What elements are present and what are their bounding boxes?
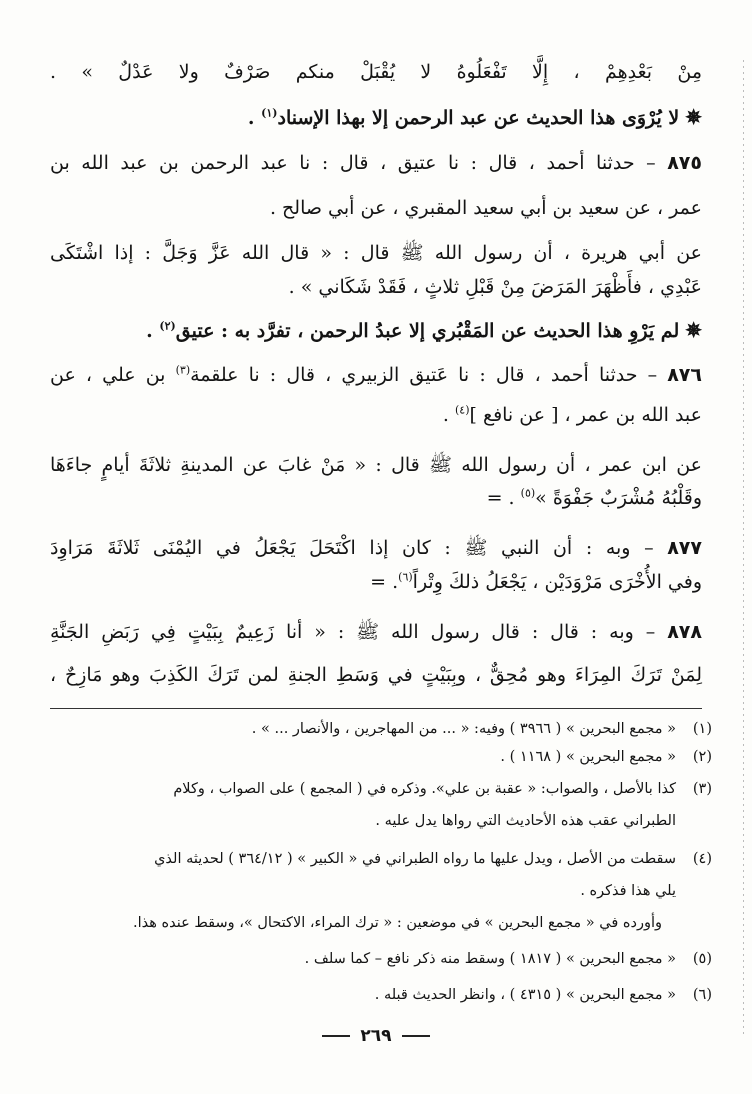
note-ref-5: (٥) bbox=[520, 486, 536, 500]
footnote-3: (٣)كذا بالأصل ، والصواب: « عقبة بن علي». وذكره في ( المجمع ) على الصواب ، وكلام bbox=[173, 781, 712, 797]
note-ref-4: (٤) bbox=[454, 403, 470, 417]
text-line-1: مِنْ بَعْدِهِمْ ، إِلَّا تَفْعَلُوهُ لا يُقْبَلْ منكم صَرْفٌ ولا عَدْلٌ » . bbox=[50, 61, 702, 83]
footnote-divider bbox=[50, 708, 702, 709]
hadith-875-line-4: عَبْدِي ، فأَظْهَرَ المَرَضَ مِنْ قَبْلِ ثلاثٍ ، فَقَدْ شَكَاني » . bbox=[288, 276, 702, 298]
footnote-2: (٢)« مجمع البحرين » ( ١١٦٨ ) . bbox=[500, 749, 712, 765]
page-number: ٢٦٩ bbox=[0, 1026, 752, 1046]
hadith-875-line-2: عمر ، عن سعيد بن أبي سعيد المقبري ، عن أبي صالح . bbox=[269, 197, 702, 219]
hadith-877-line-2: وفي الأُخْرَى مَرْوَدَيْن ، يَجْعَلُ ذلكَ وِتْراً$^{(٦)}$. = bbox=[370, 570, 702, 593]
hadith-number: ٨٧٦ bbox=[667, 364, 702, 386]
star-icon: ✵ bbox=[685, 105, 702, 129]
hadith-875-note: ✵لم يَرْوِ هذا الحديث عن المَقْبُري إلا عبدُ الرحمن ، تفرَّد به : عتيق$^{(٢)}$ . bbox=[146, 318, 702, 342]
footnote-4: (٤)سقطت من الأصل ، ويدل عليها ما رواه الطبراني في « الكبير » ( ٣٦٤/١٢ ) لحديثه الذي bbox=[154, 851, 712, 867]
text-line-2: ✵لا يُرْوَى هذا الحديث عن عبد الرحمن إلا بهذا الإسناد$^{(١)}$ . bbox=[247, 105, 702, 129]
note-ref-6: (٦) bbox=[398, 570, 413, 584]
hadith-number: ٨٧٧ bbox=[667, 537, 702, 559]
margin-dots bbox=[743, 60, 744, 1034]
hadith-876-line-4: وقَلْبُهُ مُشْرَبٌ جَفْوَةً »$^{(٥)}$ . = bbox=[486, 486, 702, 509]
hadith-number: ٨٧٨ bbox=[667, 621, 702, 643]
hadith-876-line-3: عن ابن عمر ، أن رسول الله ﷺ قال : « مَنْ غابَ عن المدينةِ ثلاثَةَ أيامٍ جاءَهَا bbox=[50, 454, 702, 476]
hadith-875-line-3: عن أبي هريرة ، أن رسول الله ﷺ قال : « قال الله عَزَّ وَجَلَّ : إذا اشْتَكَى bbox=[50, 242, 702, 264]
footnote-3-cont: الطبراني عقب هذه الأحاديث التي رواها يدل عليه . bbox=[375, 813, 676, 829]
footnote-4-cont: يلي هذا فذكره . bbox=[580, 883, 676, 899]
footnote-1: (١)« مجمع البحرين » ( ٣٩٦٦ ) وفيه: « ... من المهاجرين ، والأنصار ... » . bbox=[251, 721, 712, 737]
footnote-5: (٥)« مجمع البحرين » ( ١٨١٧ ) وسقط منه ذكر نافع – كما سلف . bbox=[304, 951, 712, 967]
hadith-878-line-1: ٨٧٨ – وبه : قال : قال رسول الله ﷺ : « أنا زَعِيمٌ بِبَيْتٍ فِي رَبَضِ الجَنَّةِ bbox=[50, 621, 702, 643]
hadith-number: ٨٧٥ bbox=[667, 152, 702, 174]
note-ref-3: (٣) bbox=[175, 363, 191, 377]
note-ref-1: (١) bbox=[261, 106, 278, 120]
footnote-4-extra: وأورده في « مجمع البحرين » في موضعين : « ترك المراء، الاكتحال »، وسقط عنده هذا. bbox=[133, 915, 662, 931]
hadith-878-line-2: لِمَنْ تَرَكَ المِرَاءَ وهو مُحِقٌّ ، وبِبَيْتٍ في وَسَطِ الجنةِ لمن تَرَكَ الكَذِبَ وهو مَازِحٌ ، bbox=[50, 664, 702, 686]
footnote-6: (٦)« مجمع البحرين » ( ٤٣١٥ ) ، وانظر الحديث قبله . bbox=[374, 987, 712, 1003]
star-icon: ✵ bbox=[685, 318, 702, 342]
hadith-875-line-1: ٨٧٥ – حدثنا أحمد ، قال : نا عتيق ، قال : نا عبد الرحمن بن عبد الله بن bbox=[50, 152, 702, 174]
hadith-876-line-1: ٨٧٦ – حدثنا أحمد ، قال : نا عَتيق الزبيري ، قال : نا علقمة$^{(٣)}$ بن علي ، عن bbox=[50, 363, 702, 386]
note-ref-2: (٢) bbox=[159, 319, 176, 333]
hadith-877-line-1: ٨٧٧ – وبه : أن النبي ﷺ : كان إذا اكْتَحَلَ يَجْعَلُ في اليُمْنَى ثَلاثَةَ مَرَاوِدَ bbox=[50, 537, 702, 559]
hadith-876-line-2: عبد الله بن عمر ، [ عن نافع ]$^{(٤)}$ . bbox=[442, 403, 702, 426]
